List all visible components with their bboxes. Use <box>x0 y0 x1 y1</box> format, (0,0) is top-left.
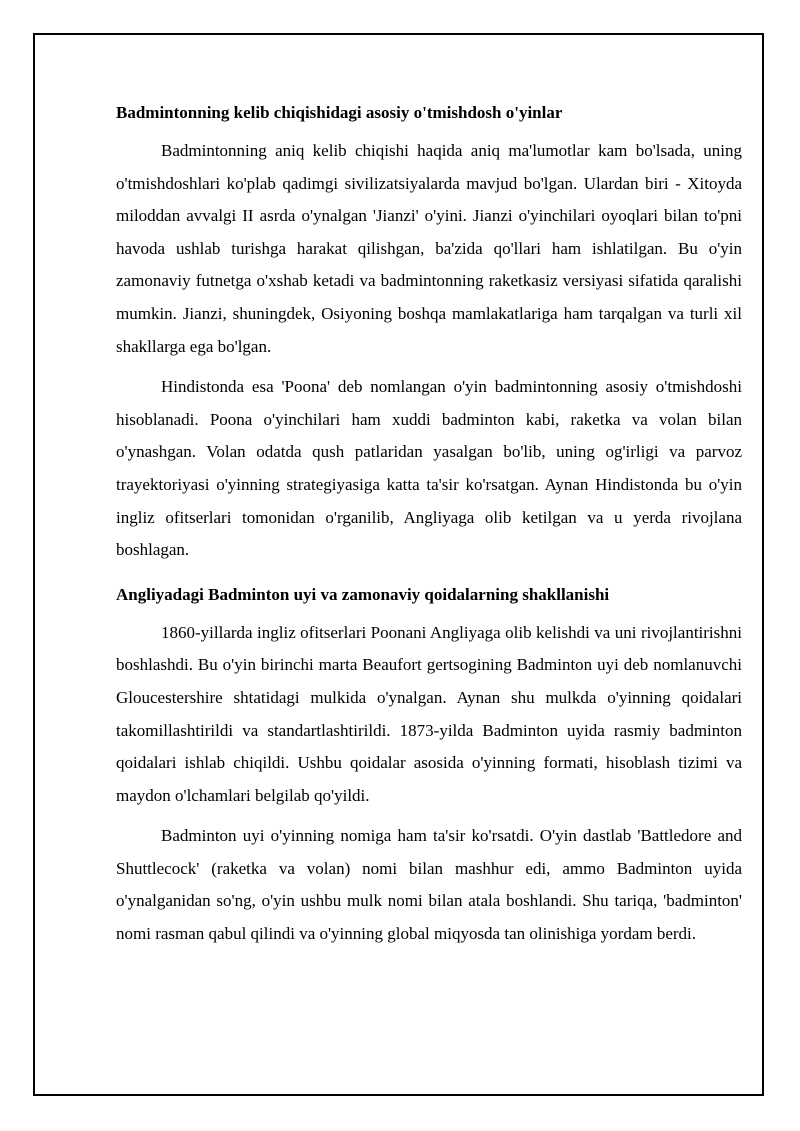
document-body <box>116 97 742 959</box>
paragraph: Badminton uyi o'yinning nomiga ham ta'sir ko'rsatdi. O'yin dastlab 'Battledore and Shuttlecock' (raketka va volan) nomi bilan mashhur edi, ammo Badminton uyida o'ynalganidan so'ng, o'yin ushbu mulk nomi bilan atala boshlandi. Shu tariqa, 'badminton' nomi rasman qabul qilindi va o'yinning global miqyosda tan olinishiga yordam berdi. <box>116 826 742 944</box>
paragraph: Badmintonning aniq kelib chiqishi haqida aniq ma'lumotlar kam bo'lsada, uning o'tmishdoshlari ko'plab qadimgi sivilizatsiyalarda mavjud bo'lgan. Ulardan biri - Xitoyda miloddan avvalgi II asrda o'ynalgan 'Jianzi' o'yini. Jianzi o'yinchilari oyoqlari bilan to'pni havoda ushlab turishga harakat qilishgan, ba'zida qo'llari ham ishlatilgan. Bu o'yin zamonaviy futnetga o'xshab ketadi va badmintonning raketkasiz versiyasi sifatida qaralishi mumkin. Jianzi, shuningdek, Osiyoning boshqa mamlakatlariga ham tarqalgan va turli xil shakllarga ega bo'lgan. <box>116 141 742 356</box>
paragraph: Hindistonda esa 'Poona' deb nomlangan o'yin badmintonning asosiy o'tmishdoshi hisoblanadi. Poona o'yinchilari ham xuddi badminton kabi, raketka va volan bilan o'ynashgan. Volan odatda qush patlaridan yasalgan bo'lib, uning og'irligi va parvoz trayektoriyasi o'yinning strategiyasiga katta ta'sir ko'rsatgan. Aynan Hindistonda bu o'yin ingliz ofitserlari tomonidan o'rganilib, Angliyaga olib ketilgan va u yerda rivojlana boshlagan. <box>116 377 742 560</box>
section-heading-badminton-house: Angliyadagi Badminton uyi va zamonaviy qoidalarning shakllanishi <box>116 584 610 604</box>
paragraph: 1860-yillarda ingliz ofitserlari Poonani Angliyaga olib kelishdi va uni rivojlantirishni boshlashdi. Bu o'yin birinchi marta Beaufort gertsogining Badminton uyi deb nomlanuvchi Gloucestershire shtatidagi mulkida o'ynalgan. Aynan shu mulkda o'yinning qoidalari takomillashtirildi va standartlashtirildi. 1873-yilda Badminton uyida rasmiy badminton qoidalari ishlab chiqildi. Ushbu qoidalar asosida o'yinning formati, hisoblash tizimi va maydon o'lchamlari belgilab qo'yildi. <box>116 622 742 805</box>
section-heading-origins: Badmintonning kelib chiqishidagi asosiy o'tmishdosh o'yinlar <box>116 103 563 122</box>
